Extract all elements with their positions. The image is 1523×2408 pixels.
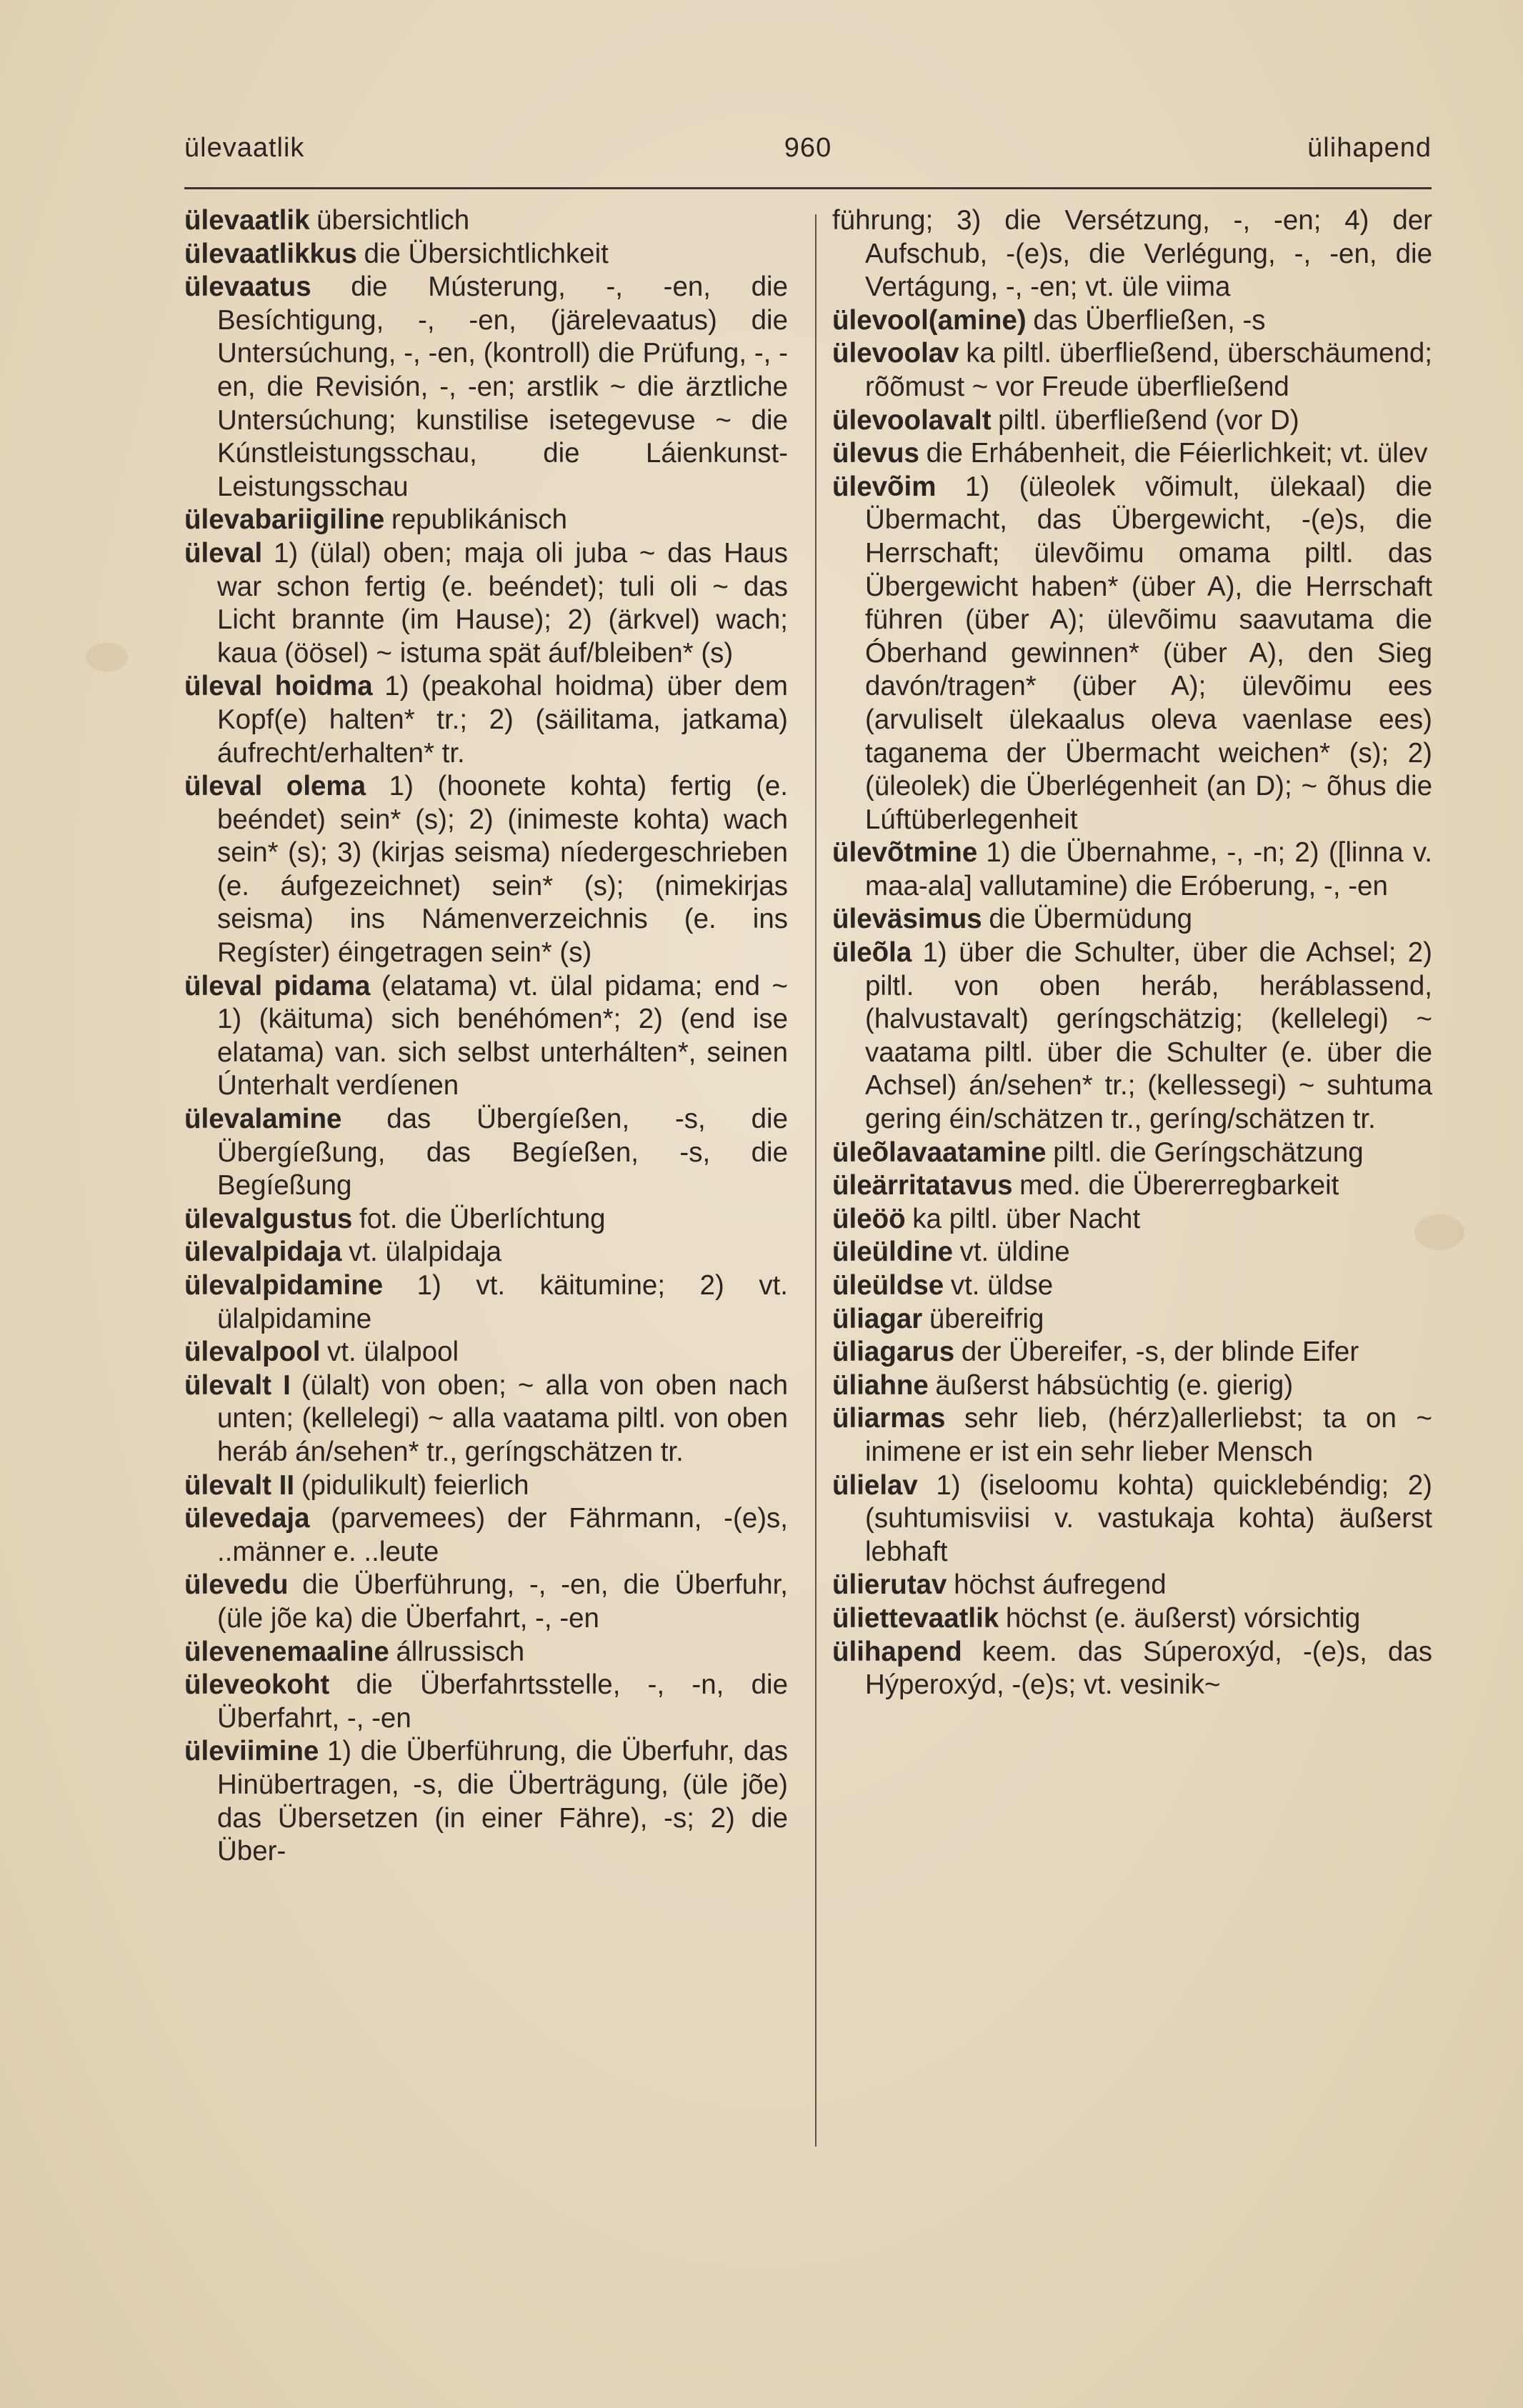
entry-headword: ülevaatlikkus xyxy=(184,238,357,269)
entry-definition: (pidulikult) feierlich xyxy=(301,1469,529,1501)
entry-definition: die Übersichtlichkeit xyxy=(364,238,609,269)
entry-definition: 1) die Übernahme, -, -n; 2) ([linna v. maa-ala] vallutamine) die Eróberung, -, -en xyxy=(865,837,1433,901)
entry-headword: ülevabariigiline xyxy=(184,504,385,536)
entry-headword: üliahne xyxy=(832,1369,929,1401)
dictionary-entry xyxy=(832,471,1432,837)
dictionary-entry xyxy=(184,1636,788,1669)
entry-headword: üliettevaatlik xyxy=(832,1602,999,1634)
entry-definition: állrussisch xyxy=(396,1636,525,1667)
entry-definition: höchst (e. äußerst) vórsichtig xyxy=(1005,1602,1361,1634)
dictionary-entry xyxy=(184,1103,788,1203)
entry-headword: üliagarus xyxy=(832,1337,955,1368)
right-column xyxy=(832,204,1432,1702)
entry-definition: keem. das Súperoxýd, -(e)s, das Hýperoxýd, -(e)s; vt. vesinik~ xyxy=(865,1636,1433,1701)
dictionary-entry xyxy=(184,1569,788,1635)
dictionary-entry xyxy=(832,1303,1432,1337)
dictionary-entry xyxy=(184,1669,788,1735)
entry-definition: höchst áufregend xyxy=(954,1569,1167,1601)
dictionary-entry xyxy=(184,970,788,1103)
dictionary-entry xyxy=(832,1236,1432,1269)
entry-headword: üliagar xyxy=(832,1303,923,1334)
entry-headword: ülevalpidamine xyxy=(184,1270,384,1301)
dictionary-entry xyxy=(184,1269,788,1336)
entry-definition: piltl. überfließend (vor D) xyxy=(998,404,1299,436)
entry-definition: die Überfahrtsstelle, -, -n, die Überfahrt, -, -en xyxy=(217,1669,789,1734)
entry-definition: 1) die Überführung, die Überfuhr, das Hinübertragen, -s, die Überträgung, (üle jõe) das Übersetzen (in einer Fähre), -s; 2) die Über- xyxy=(217,1736,788,1867)
entry-definition: (parvemees) der Fährmann, -(e)s, ..männer e. ..leute xyxy=(217,1503,788,1567)
entry-headword: ülevus xyxy=(832,438,919,469)
entry-definition: sehr lieb, (hérz)allerliebst; ta on ~ inimene er ist ein sehr lieber Mensch xyxy=(865,1403,1432,1467)
dictionary-entry xyxy=(184,1502,788,1569)
entry-headword: üleveokoht xyxy=(184,1669,330,1701)
entry-headword: üleval pidama xyxy=(184,970,371,1001)
entry-definition: vt. üldse xyxy=(950,1270,1054,1301)
dictionary-entry xyxy=(832,1369,1432,1403)
right-guideword: ülihapend xyxy=(1307,133,1432,163)
entry-headword: üleval olema xyxy=(184,771,366,802)
dictionary-entry xyxy=(832,437,1432,471)
dictionary-entry xyxy=(184,1236,788,1269)
entry-headword: ülevalpidaja xyxy=(184,1237,342,1268)
entry-headword: üleüldine xyxy=(832,1237,953,1268)
entry-headword: üliarmas xyxy=(832,1403,946,1434)
entry-headword: üleval xyxy=(184,537,263,569)
entry-headword: üleväsimus xyxy=(832,904,982,935)
dictionary-entry xyxy=(832,1169,1432,1203)
entry-definition: die Überführung, -, -en, die Überfuhr, (üle jõe ka) die Überfahrt, -, -en xyxy=(217,1569,788,1634)
dictionary-entry xyxy=(832,404,1432,438)
entry-headword: ülevaatlik xyxy=(184,205,310,236)
dictionary-entry xyxy=(832,1336,1432,1369)
dictionary-entry xyxy=(184,204,788,238)
entry-headword: üleöö xyxy=(832,1203,906,1234)
dictionary-entry xyxy=(184,271,788,504)
entry-headword: ülevalt I xyxy=(184,1369,291,1401)
entry-headword: ülevoolav xyxy=(832,338,959,369)
dictionary-entry xyxy=(184,504,788,537)
entry-definition: fot. die Überlíchtung xyxy=(359,1203,606,1234)
dictionary-entry xyxy=(184,1203,788,1237)
entry-definition: 1) (ülal) oben; maja oli juba ~ das Haus war schon fertig (e. beéndet); tuli oli ~ das Licht brannte (im Hause); 2) (ärkvel) wach; kaua (öösel) ~ istuma spät áuf/bleiben* (s) xyxy=(217,537,789,669)
entry-definition: 1) vt. käitumine; 2) vt. ülalpidamine xyxy=(217,1270,788,1334)
entry-definition: 1) (hoonete kohta) fertig (e. beéndet) sein* (s); 2) (inimeste kohta) wach sein* (s); 3) (kirjas seisma) níedergeschrieben (e. áufgezeichnet) sein* (s); (nimekirjas seisma) ins Námenverzeichnis (e. ins Regíster) éingetragen sein* (s) xyxy=(217,771,788,969)
entry-definition: die Músterung, -, -en, die Besíchtigung, -, -en, (järelevaatus) die Untersúchung, -, -en, (kontroll) die Prüfung, -, -en, die Revisión, -, -en; arstlik ~ die ärztliche Untersúchung; kunstilise isetegevuse ~ die Kúnstleistungsschau, die Láienkunst-Leistungsschau xyxy=(217,271,788,502)
dictionary-entry xyxy=(832,304,1432,338)
entry-headword: ülihapend xyxy=(832,1636,962,1667)
dictionary-entry xyxy=(184,537,788,670)
entry-headword: ülielav xyxy=(832,1469,918,1501)
entry-headword: ülevõtmine xyxy=(832,837,978,869)
dictionary-entry xyxy=(184,1735,788,1868)
entry-definition: vt. ülalpool xyxy=(327,1337,459,1368)
entry-headword: ülevaatus xyxy=(184,271,311,303)
entry-headword: ülevoolavalt xyxy=(832,404,992,436)
entry-definition: republikánisch xyxy=(391,504,568,536)
left-column xyxy=(184,204,788,1869)
dictionary-entry xyxy=(832,1402,1432,1469)
dictionary-entry xyxy=(832,1269,1432,1303)
dictionary-entry xyxy=(184,1369,788,1469)
entry-headword: üleüldse xyxy=(832,1270,944,1301)
dictionary-entry xyxy=(832,1469,1432,1569)
left-guideword: ülevaatlik xyxy=(184,133,305,163)
dictionary-entry xyxy=(832,1136,1432,1170)
dictionary-entry xyxy=(832,1636,1432,1702)
entry-definition: übereifrig xyxy=(929,1303,1044,1334)
dictionary-entry xyxy=(184,770,788,970)
entry-definition: ka piltl. überfließend, überschäumend; rõõmust ~ vor Freude überfließend xyxy=(865,338,1433,402)
entry-headword: ülevedu xyxy=(184,1569,289,1601)
dictionary-entry xyxy=(832,1602,1432,1636)
entry-headword: ülierutav xyxy=(832,1569,947,1601)
entry-headword: üleviimine xyxy=(184,1736,319,1767)
entry-definition: die Übermüdung xyxy=(989,904,1193,935)
entry-definition: (ülalt) von oben; ~ alla von oben nach unten; (kellelegi) ~ alla vaatama piltl. von oben heráb án/sehen* tr., geríngschätzen tr. xyxy=(217,1369,789,1467)
entry-definition: der Übereifer, -s, der blinde Eifer xyxy=(961,1337,1359,1368)
dictionary-entry xyxy=(832,1569,1432,1602)
entry-definition: das Überfließen, -s xyxy=(1033,304,1266,336)
paper-stain xyxy=(86,643,129,671)
entry-definition: die Erhábenheit, die Féierlichkeit; vt. ülev xyxy=(926,438,1428,469)
entry-headword: ülevalpool xyxy=(184,1337,321,1368)
entry-definition: äußerst hábsüchtig (e. gierig) xyxy=(935,1369,1294,1401)
entry-definition: ka piltl. über Nacht xyxy=(912,1203,1141,1234)
entry-definition: übersichtlich xyxy=(316,205,470,236)
entry-headword: ülevedaja xyxy=(184,1503,310,1534)
entry-headword: ülevalgustus xyxy=(184,1203,353,1234)
entry-definition: 1) über die Schulter, über die Achsel; 2) piltl. von oben heráb, heráblassend, (halvustavalt) geríngschätzig; (kellelegi) ~ vaatama piltl. über die Schulter (e. über die Achsel) án/sehen* tr.; (kellessegi) ~ suhtuma gering éin/schätzen tr., geríng/schätzen tr. xyxy=(865,937,1432,1135)
entry-definition: piltl. die Geríngschätzung xyxy=(1053,1136,1364,1168)
running-head xyxy=(184,133,1432,176)
dictionary-entry xyxy=(832,903,1432,936)
entry-headword: üleärritatavus xyxy=(832,1170,1013,1201)
dictionary-entry xyxy=(184,1336,788,1369)
dictionary-entry xyxy=(184,1469,788,1503)
entry-definition: vt. üldine xyxy=(959,1237,1070,1268)
entry-definition: (elatama) vt. ülal pidama; end ~ 1) (käituma) sich benéhómen*; 2) (end ise elatama) van. sich selbst unterhálten*, seinen Únterhalt verdíenen xyxy=(217,970,789,1101)
entry-headword: üleõla xyxy=(832,937,912,969)
entry-definition: das Übergíeßen, -s, die Übergíeßung, das Begíeßen, -s, die Begíeßung xyxy=(217,1104,788,1201)
dictionary-entry xyxy=(832,337,1432,404)
entry-definition: 1) (üleolek võimult, ülekaal) die Übermacht, das Übergewicht, -(e)s, die Herrschaft; ülevõimu omama piltl. das Übergewicht haben* (über A), die Herrschaft führen (über A); ülevõimu saavutama die Óberhand gewinnen* (über A), den Sieg davón/tragen* (über A); ülevõimu ees (arvuliselt ülekaalus oleva vaenlase ees) taganema der Übermacht weichen* (s); 2) (üleolek) die Überlégenheit (an D); ~ õhus die Lúftüberlegenheit xyxy=(865,471,1432,835)
entry-headword: ülevalt II xyxy=(184,1469,295,1501)
page-number: 960 xyxy=(784,133,832,163)
dictionary-entry xyxy=(832,936,1432,1136)
entry-headword: ülevalamine xyxy=(184,1104,342,1135)
entry-definition: 1) (iseloomu kohta) quicklebéndig; 2) (suhtumisviisi v. vastukaja kohta) äußerst lebhaft xyxy=(865,1469,1432,1567)
entry-definition: vt. ülalpidaja xyxy=(349,1237,502,1268)
entry-definition: 1) (peakohal hoidma) über dem Kopf(e) halten* tr.; 2) (säilitama, jatkama) áufrecht/erhalten* tr. xyxy=(217,671,788,769)
entry-headword: ülevenemaaline xyxy=(184,1636,389,1667)
entry-headword: üleval hoidma xyxy=(184,671,373,702)
dictionary-entry xyxy=(832,204,1432,304)
dictionary-entry xyxy=(184,670,788,770)
dictionary-entry xyxy=(184,238,788,271)
header-rule xyxy=(184,187,1432,189)
entry-headword: üleõlavaatamine xyxy=(832,1136,1047,1168)
entry-headword: ülevõim xyxy=(832,471,937,502)
entry-definition: med. die Übererregbarkeit xyxy=(1019,1170,1339,1201)
entry-definition: führung; 3) die Versétzung, -, -en; 4) der Aufschub, -(e)s, die Verlégung, -, -en, die Vertágung, -, -en; vt. üle viima xyxy=(832,205,1432,303)
dictionary-entry xyxy=(832,1203,1432,1237)
column-divider xyxy=(815,214,817,2147)
entry-headword: ülevool(amine) xyxy=(832,304,1027,336)
dictionary-entry xyxy=(832,836,1432,903)
